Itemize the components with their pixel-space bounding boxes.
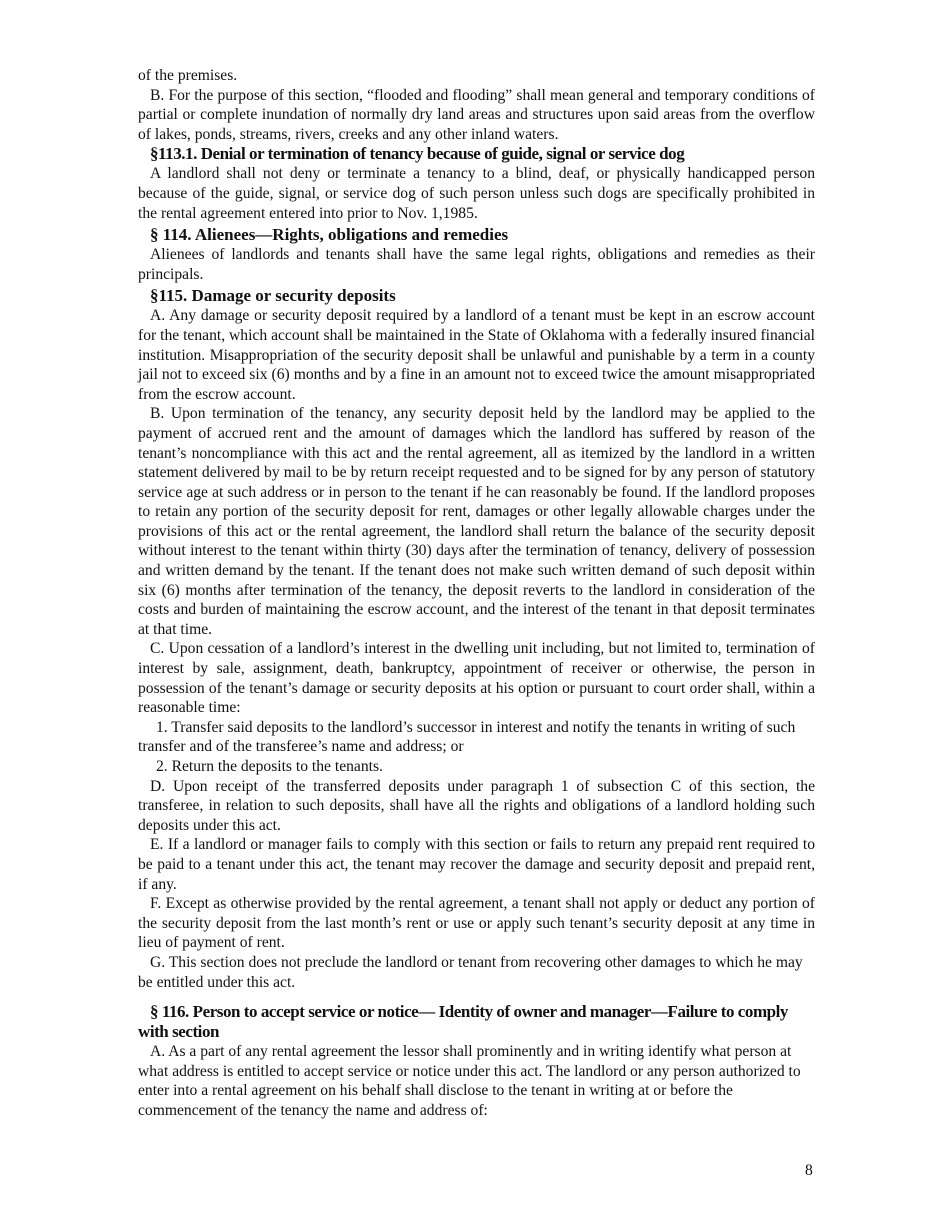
heading-115: §115. Damage or security deposits [150, 286, 396, 306]
paragraph-113-b: B. For the purpose of this section, “flooded and flooding” shall mean general and temporary conditions of partial or complete inundation of normally dry land areas and structures upon said areas from the overflow of lakes, ponds, streams, rivers, creeks and any other inland waters. [138, 86, 815, 143]
document-page [138, 66, 815, 1121]
paragraph-115-c-1: 1. Transfer said deposits to the landlord’s successor in interest and notify the tenants in writing of such transfer and of the transferee’s name and address; or [138, 718, 796, 756]
paragraph-114: Alienees of landlords and tenants shall have the same legal rights, obligations and remedies as their principals. [138, 246, 815, 283]
paragraph-115-e: E. If a landlord or manager fails to comply with this section or fails to return any prepaid rent required to be paid to a tenant under this act, the tenant may recover the damage and security deposit and prepaid rent, if any. [138, 836, 815, 893]
paragraph-115-d: D. Upon receipt of the transferred deposits under paragraph 1 of subsection C of this section, the transferee, in relation to such deposits, shall have all the rights and obligations of a landlord holding such deposits under this act. [138, 777, 815, 834]
paragraph-115-g: G. This section does not preclude the landlord or tenant from recovering other damages to which he may be entitled under this act. [138, 953, 803, 991]
paragraph-115-c-2: 2. Return the deposits to the tenants. [156, 758, 383, 775]
heading-116: § 116. Person to accept service or notice— Identity of owner and manager—Failure to comply with section [138, 1002, 788, 1042]
paragraph-115-a: A. Any damage or security deposit required by a landlord of a tenant must be kept in an escrow account for the tenant, which account shall be maintained in the State of Oklahoma with a federally insured financial institution. Misappropriation of the security deposit shall be unlawful and punishable by a term in a county jail not to exceed six (6) months and by a fine in an amount not to exceed twice the amount misappropriated from the escrow account. [138, 307, 815, 403]
continuation-paragraph: of the premises. [138, 67, 238, 84]
paragraph-115-f: F. Except as otherwise provided by the rental agreement, a tenant shall not apply or deduct any portion of the security deposit from the last month’s rent or use or apply such tenant’s security deposit at any time in lieu of payment of rent. [138, 895, 815, 952]
paragraph-115-c: C. Upon cessation of a landlord’s interest in the dwelling unit including, but not limited to, termination of interest by sale, assignment, death, bankruptcy, appointment of receiver or otherwise, the person in possession of the tenant’s damage or security deposits at his option or pursuant to court order shall, within a reasonable time: [138, 640, 815, 717]
heading-113-1: §113.1. Denial or termination of tenancy because of guide, signal or service dog [150, 144, 685, 164]
paragraph-116-a: A. As a part of any rental agreement the lessor shall prominently and in writing identify what person at what address is entitled to accept service or notice under this act. The landlord or any person authorized to enter into a rental agreement on his behalf shall disclose to the tenant in writing at or before the commencement of the tenancy the name and address of: [138, 1043, 801, 1119]
heading-114: § 114. Alienees—Rights, obligations and remedies [150, 225, 509, 245]
page-number: 8 [805, 1162, 813, 1179]
paragraph-113-1: A landlord shall not deny or terminate a tenancy to a blind, deaf, or physically handicapped person because of the guide, signal, or service dog of such person unless such dogs are specifically prohibited in the rental agreement entered into prior to Nov. 1,1985. [138, 165, 815, 222]
paragraph-115-b: B. Upon termination of the tenancy, any security deposit held by the landlord may be applied to the payment of accrued rent and the amount of damages which the landlord has suffered by reason of the tenant’s noncompliance with this act and the rental agreement, all as itemized by the landlord in a written statement delivered by mail to be by return receipt requested and to be signed for by any person of statutory service age at such address or in person to the tenant if he can reasonably be found. If the landlord proposes to retain any portion of the security deposit for rent, damages or other legally allowable charges under the provisions of this act or the rental agreement, the landlord shall return the balance of the security deposit without interest to the tenant within thirty (30) days after the termination of tenancy, delivery of possession and written demand by the tenant. If the tenant does not make such written demand of such deposit within six (6) months after termination of the tenancy, the deposit reverts to the landlord in consideration of the costs and burden of maintaining the escrow account, and the interest of the tenant in that deposit terminates at that time. [138, 405, 815, 638]
